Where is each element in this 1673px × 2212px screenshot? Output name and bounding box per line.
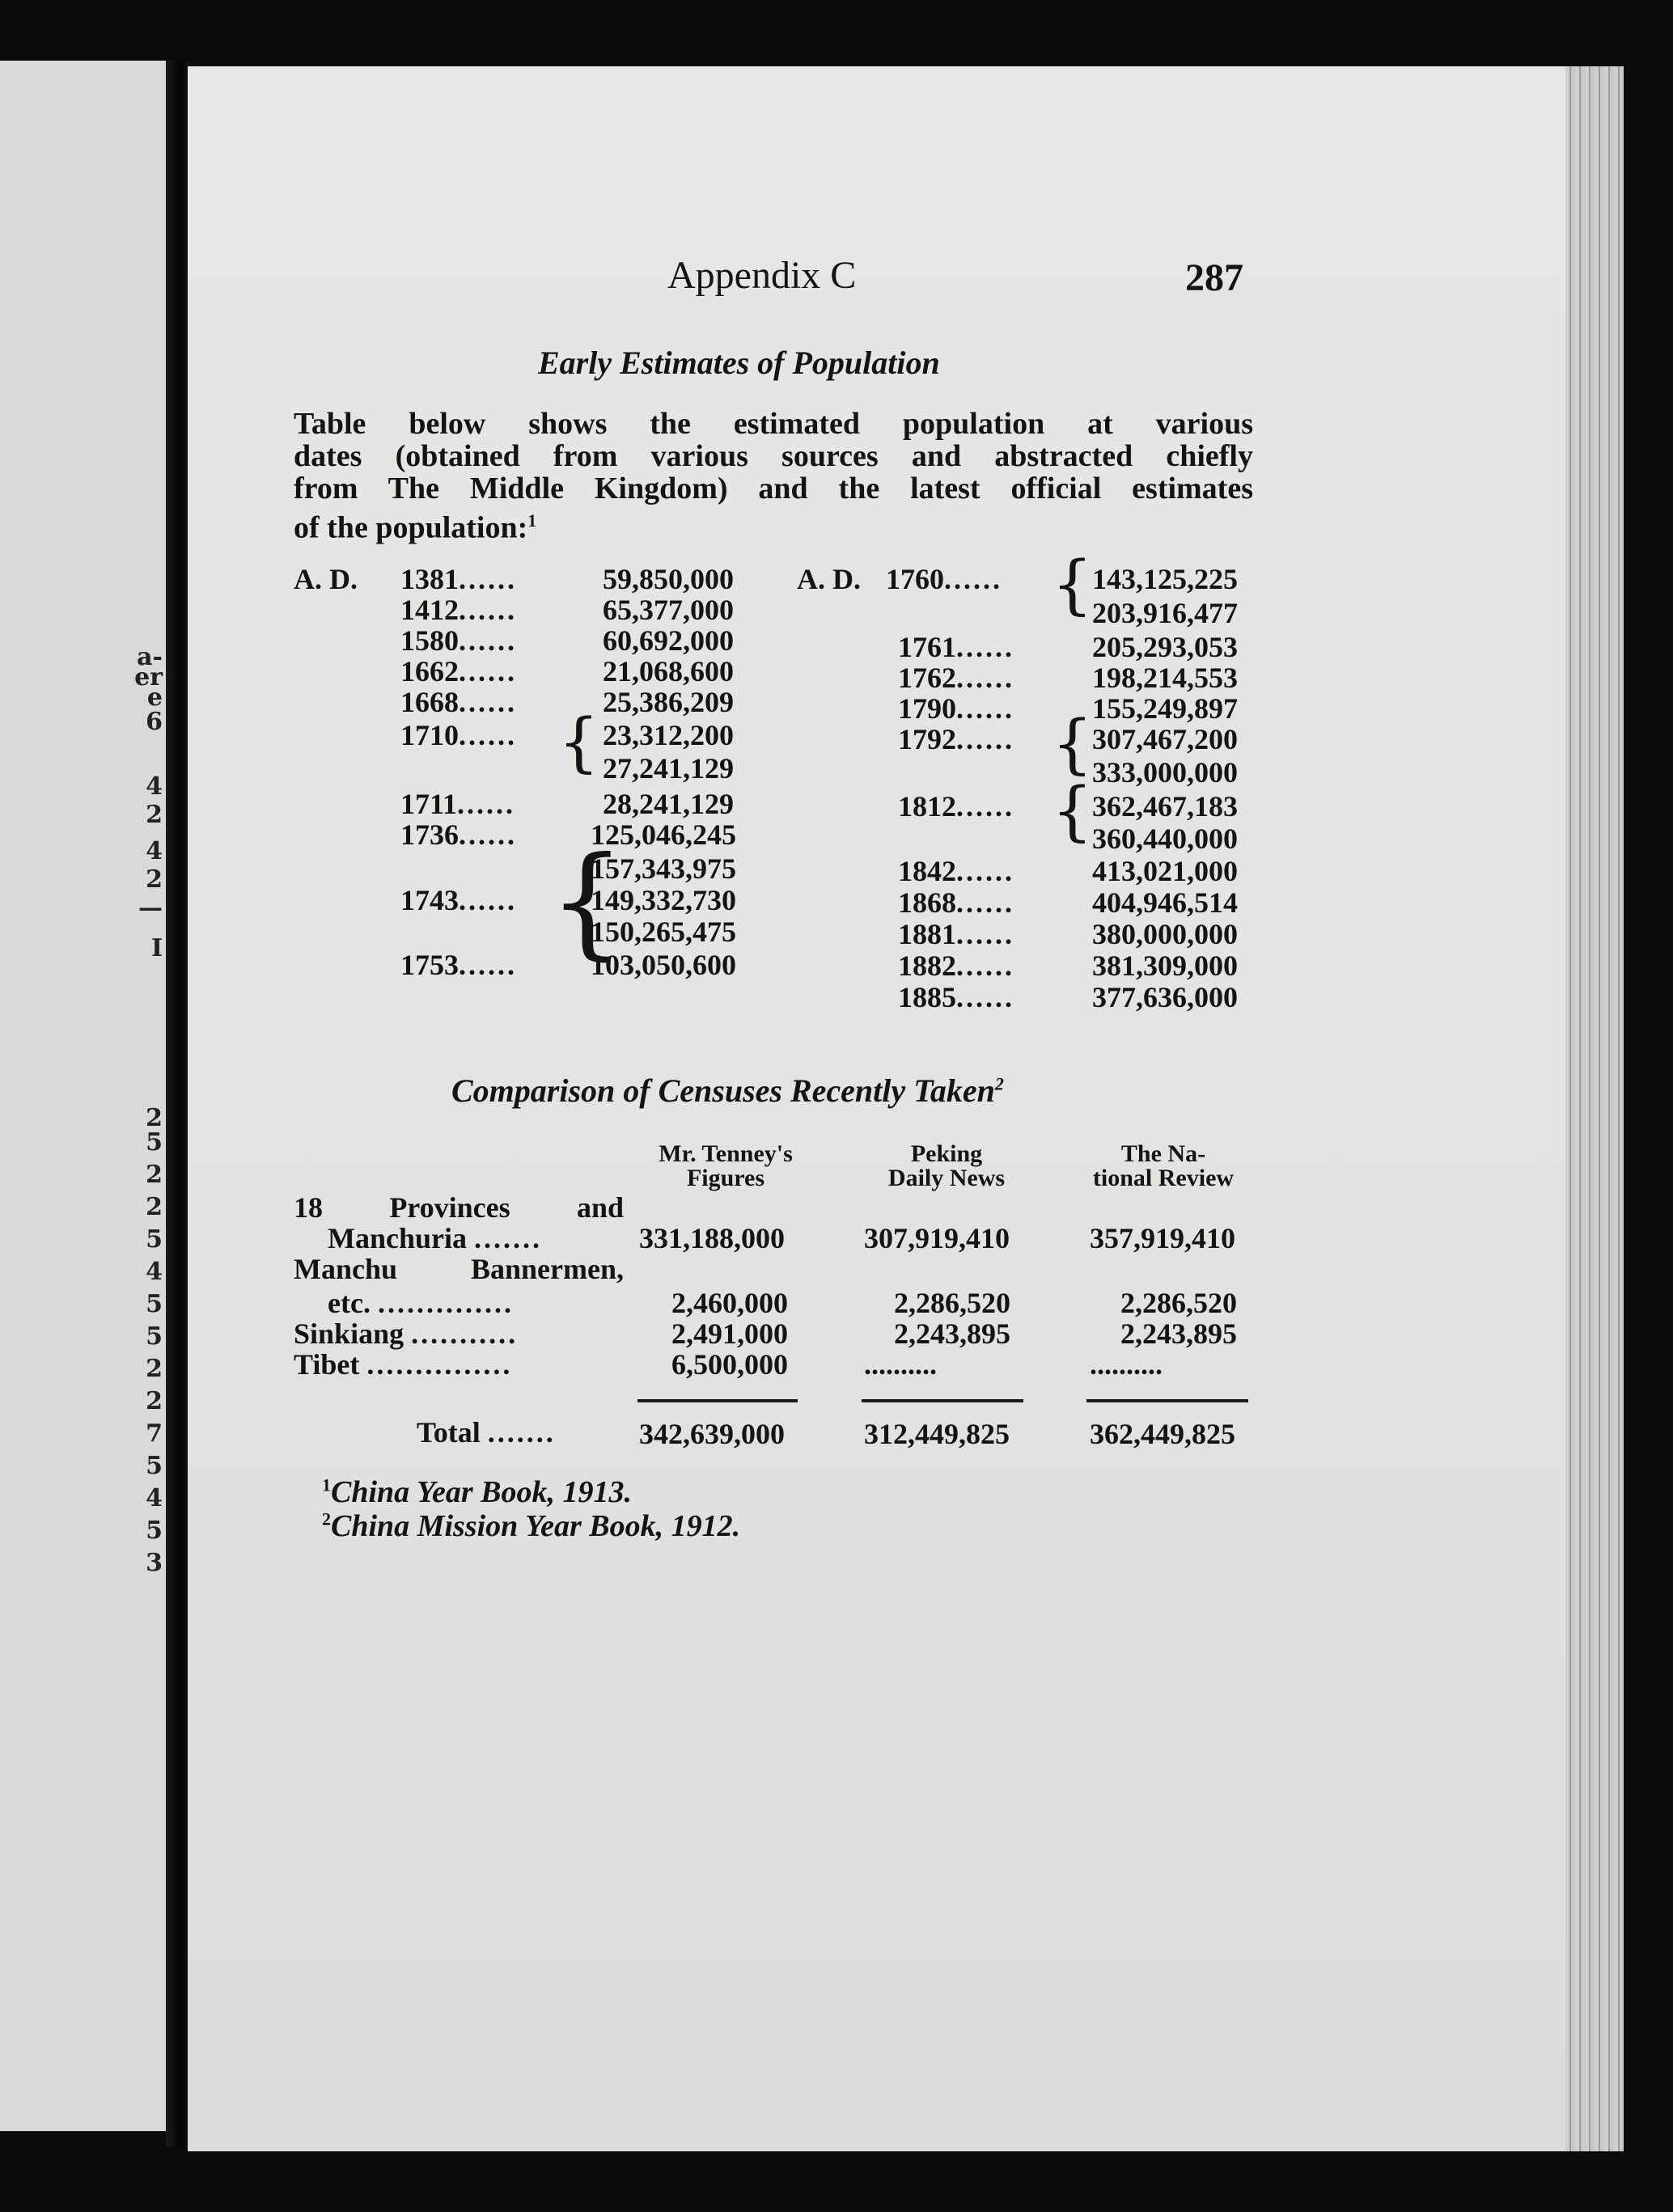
year: 1580 [400,624,459,657]
paragraph-line-last [294,505,1253,544]
census-value: 2,491,000 [671,1317,788,1350]
label-text: Manchuria [328,1222,468,1254]
year-row [898,722,1014,756]
book-gutter [166,61,190,2147]
margin-char: 2 [146,1161,163,1189]
label-text: 18 Provinces and [294,1191,624,1224]
margin-char: 2 [146,1104,163,1132]
total-rule [862,1399,1023,1402]
label-text: Manchu Bannermen, [294,1253,624,1285]
leader-dots: ...... [956,950,1014,982]
ad-label-right: A. D. [797,563,861,595]
year: 1736 [400,818,459,851]
census-value: 2,286,520 [894,1287,1010,1319]
year-row [400,818,517,852]
census-heading [451,1072,1004,1110]
population-value: 143,125,225 [1092,563,1238,595]
margin-char: 5 [146,1516,163,1545]
leader-dots: ....... [487,1416,556,1449]
margin-char: 4 [146,1484,163,1512]
year-row [898,630,1014,664]
row-label-line [294,1347,512,1381]
census-value: 6,500,000 [671,1348,788,1381]
population-value: 23,312,200 [603,719,734,751]
year-row [898,886,1014,920]
row-label-line [294,1191,624,1224]
year-row [400,685,517,719]
population-value: 360,440,000 [1092,823,1238,855]
census-value: 2,460,000 [671,1287,788,1319]
year: 1412 [400,594,459,626]
row-label-line [294,1252,624,1286]
row-label-line [328,1286,514,1320]
population-value: 198,214,553 [1092,662,1238,694]
year: 1760 [886,563,944,595]
margin-char: 6 [146,708,163,736]
total-value: 312,449,825 [864,1418,1010,1450]
margin-char: 5 [146,1290,163,1318]
footnote-ref: 1 [527,510,537,531]
population-value: 149,332,730 [591,884,736,916]
column-header-line: The Na- [1120,1140,1206,1167]
leader-dots: ............... [366,1348,513,1381]
year-row [400,948,517,982]
margin-char: 7 [146,1419,163,1448]
footnote-text: China Mission Year Book, 1912. [331,1509,741,1543]
paragraph-line: Table below shows the estimated population at various [294,407,1253,441]
running-header: Appendix C [667,254,857,297]
leader-dots: ...... [459,624,517,657]
year: 1381 [400,563,459,595]
leader-dots: ...... [459,563,517,595]
leader-dots: ...... [457,788,516,820]
year: 1753 [400,949,459,981]
page-number: 287 [1185,256,1243,299]
margin-char: 2 [146,1193,163,1221]
column-header-review [1066,1142,1260,1191]
leader-dots: ...... [459,818,517,851]
leader-dots: ...... [956,692,1014,725]
population-value: 60,692,000 [603,624,734,657]
year: 1812 [898,790,956,823]
population-value: 150,265,475 [591,916,736,948]
column-header-line: Figures [686,1165,765,1191]
leader-dots: ...... [459,594,517,626]
census-heading-text: Comparison of Censuses Recently Taken [451,1072,995,1109]
year: 1885 [898,981,956,1013]
leader-dots: ...... [956,981,1014,1013]
facing-page [0,61,166,2131]
margin-char: 4 [146,1258,163,1286]
leader-dots: ...... [956,886,1014,919]
total-value: 342,639,000 [639,1418,785,1450]
margin-char: 3 [146,1549,163,1577]
census-value: 2,243,895 [1120,1317,1237,1350]
footnote-mark: 1 [322,1474,331,1495]
population-value: 65,377,000 [603,594,734,626]
margin-char: I [150,934,163,962]
margin-char: 4 [146,772,163,801]
population-value: 103,050,600 [591,949,736,981]
population-value: 307,467,200 [1092,723,1238,755]
year-row [898,980,1014,1014]
intro-paragraph [294,408,1253,544]
population-value: 377,636,000 [1092,981,1238,1013]
year-row [400,883,517,917]
brace-icon: { [558,704,599,780]
population-value: 413,021,000 [1092,855,1238,887]
census-value: 2,243,895 [894,1317,1010,1350]
margin-char: 2 [146,1355,163,1383]
footnote-mark: 2 [322,1508,331,1529]
census-value: 357,919,410 [1090,1222,1235,1254]
year-row [400,593,517,627]
population-value: 362,467,183 [1092,790,1238,823]
total-value: 362,449,825 [1090,1418,1235,1450]
population-value: 381,309,000 [1092,950,1238,982]
year-row [400,562,517,596]
year: 1762 [898,662,956,694]
total-label [417,1415,556,1449]
leader-dots: ...... [459,949,517,981]
paragraph-text: of the population: [294,510,528,545]
leader-dots: .............. [377,1287,514,1319]
census-value: .......... [864,1348,937,1381]
leader-dots: ...... [956,662,1014,694]
population-value: 333,000,000 [1092,756,1238,789]
population-value: 380,000,000 [1092,918,1238,950]
year: 1881 [898,918,956,950]
brace-icon: { [1052,547,1093,622]
year: 1868 [898,886,956,919]
year-row [898,917,1014,951]
column-header-tenney [625,1142,827,1191]
margin-char: 5 [146,1128,163,1157]
margin-char: 5 [146,1452,163,1480]
leader-dots: ....... [474,1222,543,1254]
margin-char: e [146,683,163,712]
column-header-peking [853,1142,1040,1191]
population-value: 157,343,975 [591,852,736,885]
margin-char: 2 [146,801,163,829]
total-rule [1086,1399,1248,1402]
footnote [322,1508,740,1544]
population-value: 203,916,477 [1092,597,1238,629]
year: 1710 [400,719,459,751]
year: 1882 [898,950,956,982]
year-row [898,854,1014,888]
population-value: 27,241,129 [603,752,734,785]
census-value: 2,286,520 [1120,1287,1237,1319]
year-row [898,692,1014,725]
year-row [898,949,1014,983]
year-row [400,787,515,821]
margin-char: 5 [146,1322,163,1351]
population-value: 21,068,600 [603,655,734,687]
population-value: 205,293,053 [1092,631,1238,663]
leader-dots: ...... [459,686,517,718]
year: 1790 [898,692,956,725]
year: 1668 [400,686,459,718]
population-value: 125,046,245 [591,818,736,851]
year-row [400,718,517,752]
total-rule [637,1399,798,1402]
year: 1662 [400,655,459,687]
year: 1711 [400,788,458,820]
row-label-line [328,1221,542,1255]
population-value: 155,249,897 [1092,692,1238,725]
ad-label-left: A. D. [294,563,358,595]
leader-dots: ........... [411,1317,519,1350]
leader-dots: ...... [956,790,1014,823]
margin-char: 2 [146,865,163,894]
year: 1792 [898,723,956,755]
margin-char: a- [137,643,163,671]
leader-dots: ...... [459,719,517,751]
brace-icon: { [1052,706,1093,781]
paragraph-line: from The Middle Kingdom) and the latest official estimates [294,472,1253,505]
margin-char: 2 [146,1387,163,1415]
margin-char: 4 [146,837,163,865]
footnote-text: China Year Book, 1913. [331,1475,632,1509]
census-value: .......... [1090,1348,1163,1381]
year: 1761 [898,631,956,663]
row-label-line [294,1317,518,1351]
leader-dots: ...... [956,918,1014,950]
leader-dots: ...... [956,855,1014,887]
footnote-ref: 2 [994,1073,1004,1094]
population-value: 25,386,209 [603,686,734,718]
column-header-line: Daily News [887,1165,1006,1191]
population-value: 28,241,129 [603,788,734,820]
facing-page-margin-text [134,61,163,2131]
year: 1842 [898,855,956,887]
year-row [886,562,1002,596]
paragraph-line: dates (obtained from various sources and abstracted chiefly [294,439,1253,473]
year-row [898,789,1014,823]
brace-icon: { [1052,773,1093,848]
census-value: 307,919,410 [864,1222,1010,1254]
margin-char: — [138,894,163,922]
column-header-line: tional Review [1092,1165,1235,1191]
year-row [400,624,517,658]
leader-dots: ...... [944,563,1002,595]
label-text: Total [417,1416,481,1449]
early-estimates-heading: Early Estimates of Population [538,345,940,381]
margin-char: er [134,663,163,692]
leader-dots: ...... [459,884,517,916]
label-text: etc. [328,1287,371,1319]
population-value: 59,850,000 [603,563,734,595]
leader-dots: ...... [956,723,1014,755]
page-edges [1565,66,1624,2151]
brace-icon: { [548,831,626,972]
population-value: 404,946,514 [1092,886,1238,919]
column-header-line: Peking [910,1140,983,1167]
census-value: 331,188,000 [639,1222,785,1254]
margin-char: 5 [146,1225,163,1254]
leader-dots: ...... [459,655,517,687]
label-text: Tibet [294,1348,360,1381]
year-row [898,661,1014,695]
year-row [400,654,517,688]
column-header-line: Mr. Tenney's [659,1140,793,1167]
leader-dots: ...... [956,631,1014,663]
footnote [322,1474,632,1510]
label-text: Sinkiang [294,1317,404,1350]
year: 1743 [400,884,459,916]
